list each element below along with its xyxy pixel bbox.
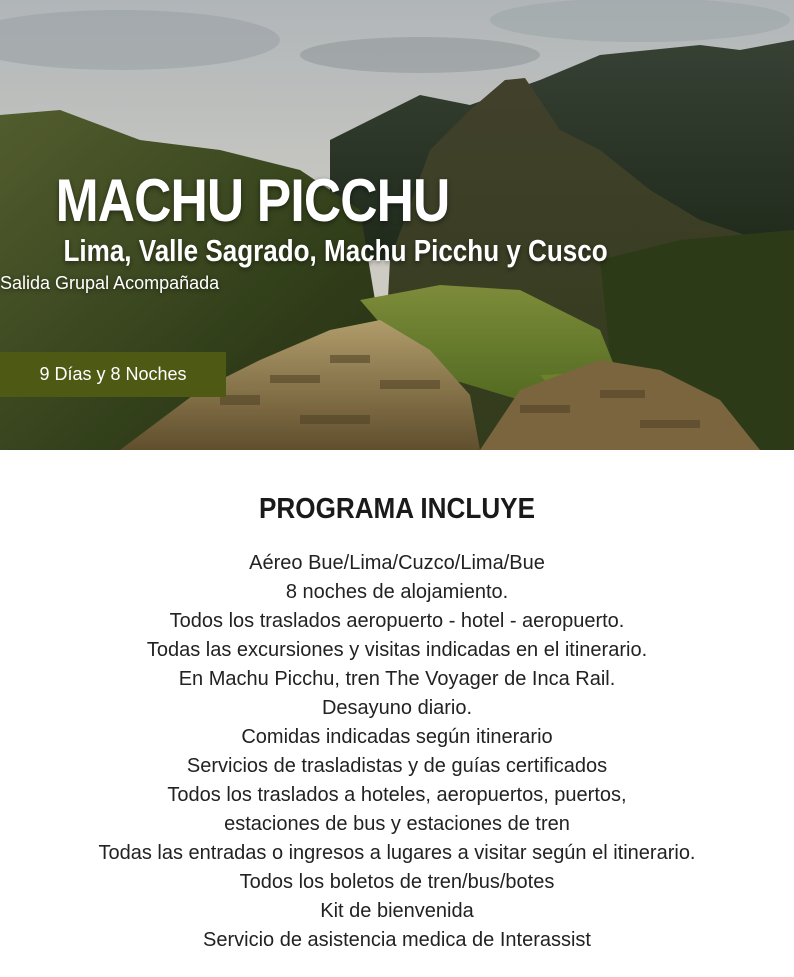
program-heading: PROGRAMA INCLUYE	[259, 493, 535, 525]
list-item: Aéreo Bue/Lima/Cuzco/Lima/Bue	[249, 552, 545, 574]
list-item: estaciones de bus y estaciones de tren	[224, 813, 570, 835]
list-item: Todos los traslados aeropuerto - hotel - aeropuerto.	[169, 610, 625, 632]
list-item: Kit de bienvenida	[320, 900, 474, 922]
list-item: Todas las entradas o ingresos a lugares a visitar según el itinerario.	[98, 842, 696, 864]
duration-badge: 9 Días y 8 Noches	[0, 352, 226, 397]
departure-type: Salida Grupal Acompañada	[0, 273, 220, 293]
list-item: Todos los boletos de tren/bus/botes	[239, 871, 555, 893]
list-item: Desayuno diario.	[321, 697, 473, 719]
list-item: 8 noches de alojamiento.	[285, 581, 509, 603]
list-item: Servicios de trasladistas y de guías certificados	[186, 755, 608, 777]
list-item: Comidas indicadas según itinerario	[241, 726, 553, 748]
route-subtitle: Lima, Valle Sagrado, Machu Picchu y Cusco	[63, 233, 608, 268]
page-title: MACHU PICCHU	[55, 167, 450, 234]
list-item: En Machu Picchu, tren The Voyager de Inca Rail.	[178, 668, 616, 690]
list-item: Servicio de asistencia medica de Interassist	[203, 929, 591, 951]
list-item: Todos los traslados a hoteles, aeropuertos, puertos,	[167, 784, 627, 806]
list-item: Todas las excursiones y visitas indicadas en el itinerario.	[146, 639, 648, 661]
program-list	[0, 549, 794, 955]
